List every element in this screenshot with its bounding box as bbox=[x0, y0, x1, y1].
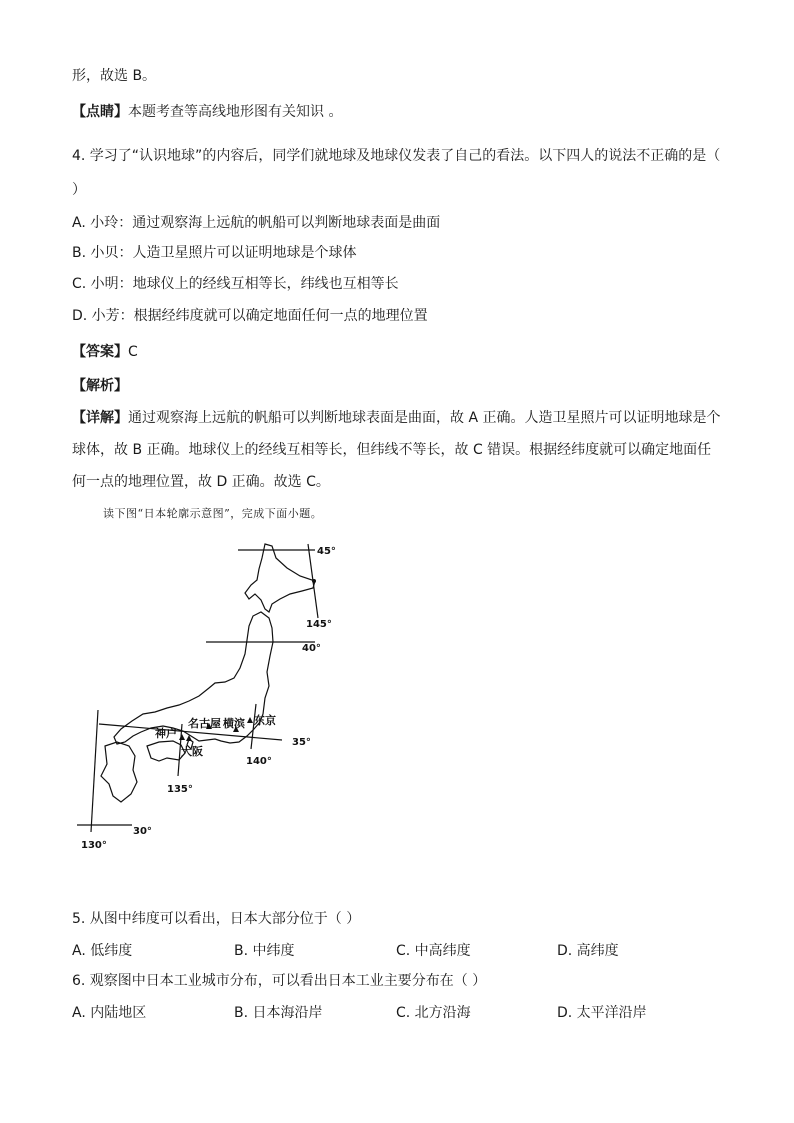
city-label-osaka: 大阪 bbox=[181, 745, 203, 758]
detail-label: 【详解】 bbox=[72, 410, 128, 426]
tip-label: 【点睛】 bbox=[72, 104, 128, 120]
city-label-nagoya: 名古屋 bbox=[188, 717, 221, 730]
city-label-yokohama: 横滨 bbox=[223, 717, 245, 730]
answer-value: C bbox=[128, 344, 138, 360]
lat-label-45: 45° bbox=[317, 546, 336, 557]
lat-label-35: 35° bbox=[292, 737, 311, 748]
q5-option-c: C. 中高纬度 bbox=[396, 943, 471, 959]
tokyo-marker bbox=[247, 717, 253, 723]
q6-option-d: D. 太平洋沿岸 bbox=[557, 1005, 647, 1021]
q4-stem-line2: ） bbox=[72, 182, 86, 198]
kyushu-outline bbox=[101, 742, 137, 802]
answer-row bbox=[72, 342, 138, 362]
prev-answer-tail: 形，故选 B。 bbox=[72, 68, 157, 84]
detail-paragraph bbox=[72, 402, 724, 498]
figure-caption: 读下图“日本轮廓示意图”，完成下面小题。 bbox=[103, 507, 323, 520]
detail-text: 通过观察海上远航的帆船可以判断地球表面是曲面，故 A 正确。人造卫星照片可以证明地球是个球体，故 B 正确。地球仪上的经线互相等长，但纬线不等长，故 C 错误。根据经纬度就可以确定地面任何一点的地理位置，故 D 正确。故选 C。 bbox=[72, 410, 721, 490]
q5-option-a: A. 低纬度 bbox=[72, 943, 133, 959]
lon-label-135: 135° bbox=[167, 784, 193, 795]
q5-option-b: B. 中纬度 bbox=[234, 943, 295, 959]
city-label-tokyo: 东京 bbox=[254, 714, 276, 727]
q5-stem: 5. 从图中纬度可以看出，日本大部分位于（ ） bbox=[72, 911, 361, 927]
q6-option-b: B. 日本海沿岸 bbox=[234, 1005, 323, 1021]
lat-label-30: 30° bbox=[133, 826, 152, 837]
city-label-kobe: 神户 bbox=[155, 727, 177, 740]
q6-option-a: A. 内陆地区 bbox=[72, 1005, 147, 1021]
q4-stem-line1: 4. 学习了“认识地球”的内容后，同学们就地球及地球仪发表了自己的看法。以下四人的说法不正确的是（ bbox=[72, 148, 721, 164]
answer-label: 【答案】 bbox=[72, 344, 128, 360]
q6-stem: 6. 观察图中日本工业城市分布，可以看出日本工业主要分布在（ ） bbox=[72, 973, 487, 989]
q4-option-a: A. 小玲：通过观察海上远航的帆船可以判断地球表面是曲面 bbox=[72, 215, 441, 231]
kobe-marker bbox=[179, 734, 185, 740]
lon-label-145: 145° bbox=[306, 619, 332, 630]
lon-line-130 bbox=[91, 710, 98, 832]
tip-text: 本题考查等高线地形图有关知识 。 bbox=[128, 104, 343, 120]
q6-option-c: C. 北方沿海 bbox=[396, 1005, 471, 1021]
q4-option-d: D. 小芳：根据经纬度就可以确定地面任何一点的地理位置 bbox=[72, 308, 428, 324]
q4-option-b: B. 小贝：人造卫星照片可以证明地球是个球体 bbox=[72, 245, 357, 261]
analysis-label: 【解析】 bbox=[72, 378, 128, 394]
q5-option-d: D. 高纬度 bbox=[557, 943, 619, 959]
q4-option-c: C. 小明：地球仪上的经线互相等长，纬线也互相等长 bbox=[72, 276, 399, 292]
tip-paragraph bbox=[72, 102, 342, 122]
lon-label-140: 140° bbox=[246, 756, 272, 767]
hokkaido-point-marker bbox=[312, 579, 316, 583]
lat-label-40: 40° bbox=[302, 643, 321, 654]
hokkaido-outline bbox=[245, 544, 315, 612]
lon-label-130: 130° bbox=[81, 840, 107, 851]
japan-outline-map bbox=[75, 536, 365, 856]
